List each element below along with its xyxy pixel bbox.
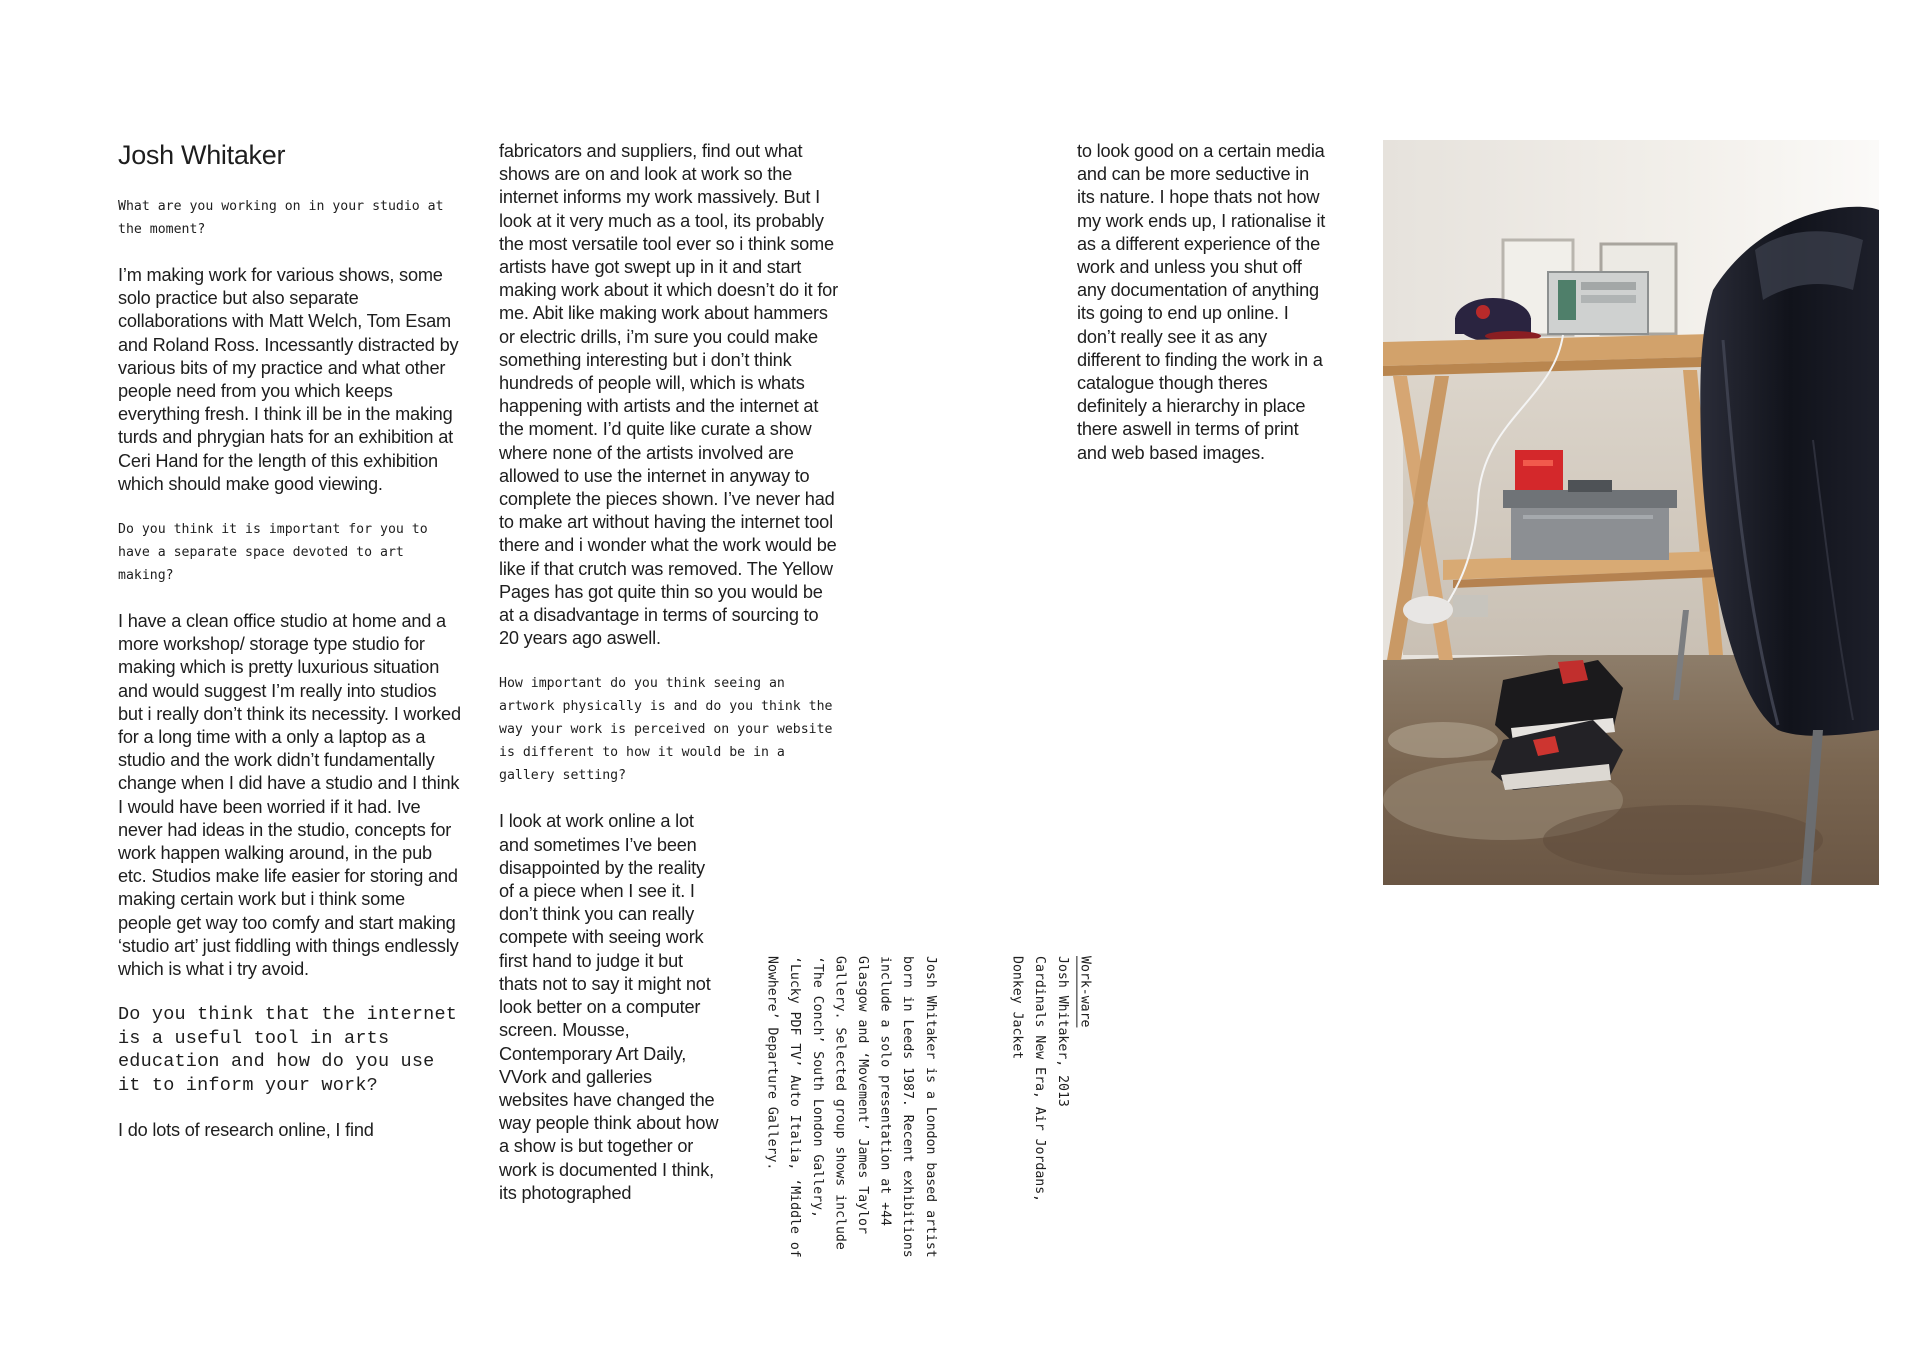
bio-line: born in Leeds 1987. Recent exhibitions: [900, 956, 916, 1258]
bio-line: ‘The Conch’ South London Gallery,: [809, 956, 825, 1219]
question-4: How important do you think seeing an artwork physically is and do you think the way your work is perceived on your website is different to how it would be in a gallery setting?: [499, 676, 833, 784]
answer-3-continued: fabricators and suppliers, find out what shows are on and look at work so the internet informs my work massively. But I look at it very much as a tool, its probably the most versatile tool ever so i think some artists have got swept up in it and start making work about it which doesn’t do it for me. Abit like making work about hammers or electric drills, i’m sure you could make something interesting but i don’t think hundreds of people will, which is whats happening with artists and the internet at the moment. I’d quite like curate a show where none of the artists involved are allowed to use the internet in anyway to complete the pieces shown. I’ve never had to make art without having the internet tool there and i wonder what the work would be like if that crutch was removed. The Yellow Pages has got quite thin so you would be at a disadvantage in terms of sourcing to 20 years ago aswell.: [499, 141, 838, 649]
caption-line: Cardinals New Era, Air Jordans,: [1032, 956, 1048, 1203]
page-title: Josh Whitaker: [118, 140, 286, 170]
article-column-1: [118, 140, 463, 1142]
bio-line: Nowhere’ Departure Gallery.: [764, 956, 780, 1171]
caption-line: Josh Whitaker, 2013: [1054, 956, 1070, 1107]
article-column-3: [1077, 140, 1327, 465]
bio-line: Gallery. Selected group shows include: [832, 956, 848, 1250]
question-3: Do you think that the internet is a useful tool in arts education and how do you use it to inform your work?: [118, 1004, 458, 1096]
artist-bio: [760, 956, 941, 1258]
answer-2: I have a clean office studio at home and a more workshop/ storage type studio for making which is pretty luxurious situation and would suggest I’m really into studios but i really don’t think its necessity. I worked for a long time with a only a laptop as a studio and the work didn’t fundamentally change when I did have a studio and I think I would have been worried if it had. Ive never had ideas in the studio, concepts for work happen walking around, in the pub etc. Studios make life easier for storing and making certain work but i think some people get way too comfy and start making ‘studio art’ just fiddling with things endlessly which is what i try avoid.: [118, 611, 461, 980]
answer-1: I’m making work for various shows, some solo practice but also separate collaborations with Matt Welch, Tom Esam and Roland Ross. Incessantly distracted by various bits of my practice and what other people need from you which keeps everything fresh. I think ill be in the making turds and phrygian hats for an exhibition at Ceri Hand for the length of this exhibition which should make good viewing.: [118, 265, 459, 494]
question-1: What are you working on in your studio at the moment?: [118, 199, 444, 237]
answer-4-part-1: I look at work online a lot and sometimes I’ve been disappointed by the reality of a piece when I see it. I don’t think you can really compete with seeing work first hand to judge it but thats not to say it might not look better on a computer screen. Mousse, Contemporary Art Daily, VVork and galleries websites have changed the way people think about how a show is but together or work is documented I think, its photographed: [499, 811, 719, 1203]
question-2: Do you think it is important for you to have a separate space devoted to art making?: [118, 522, 428, 584]
caption-line: Donkey Jacket: [1009, 956, 1025, 1060]
bio-line: ‘Lucky PDF TV’ Auto Italia, ‘Middle of: [787, 956, 803, 1258]
caption-title: Work-ware: [1077, 956, 1093, 1028]
bio-line: include a solo presentation at +44: [877, 956, 893, 1226]
bio-line: Glasgow and ‘Movement’ James Taylor: [854, 956, 870, 1234]
answer-4-part-2: to look good on a certain media and can be more seductive in its nature. I hope thats not how my work ends up, I rationalise it as a different experience of the work and unless you shut off any documentation of anything its going to end up online. I don’t really see it as any different to finding the work in a catalogue though theres definitely a hierarchy in place there aswell in terms of print and web based images.: [1077, 141, 1326, 463]
answer-3-start: I do lots of research online, I find: [118, 1120, 374, 1141]
studio-photo: [1383, 140, 1879, 885]
studio-photo-illustration: [1383, 140, 1879, 885]
bio-line: Josh Whitaker is a London based artist: [922, 956, 938, 1258]
image-caption: [1005, 956, 1095, 1202]
